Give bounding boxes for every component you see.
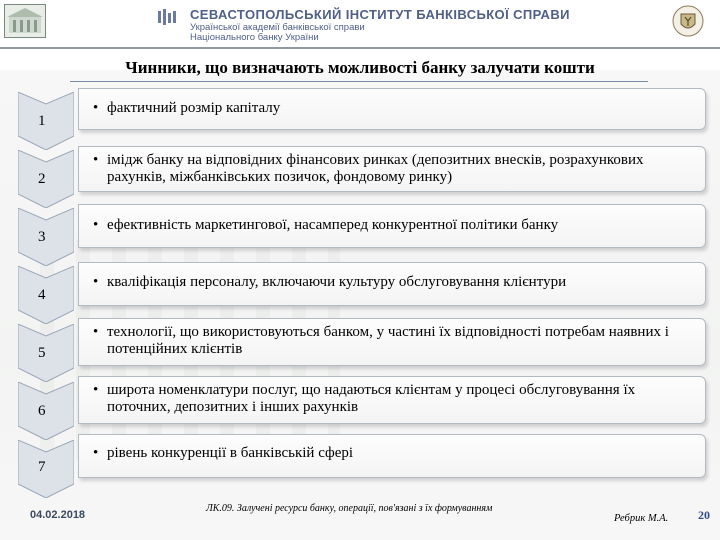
item-number-6: 6 — [38, 403, 46, 419]
header-divider — [0, 47, 720, 49]
title-underline — [70, 81, 648, 82]
item-box-3 — [78, 204, 706, 248]
header-subtitle-line-2: Національного банку України — [190, 32, 319, 43]
bullet: • — [93, 445, 99, 461]
chevron-marker-2 — [18, 150, 74, 208]
footer-lecture-title: ЛК.09. Залучені ресурси банку, операції, пов'язані з їх формуванням — [206, 503, 493, 514]
bullet: • — [93, 324, 99, 340]
item-text-3: ефективність маркетингової, насамперед конкурентної політики банку — [107, 217, 559, 233]
bullet: • — [93, 217, 99, 233]
item-text-7: рівень конкуренції в банківській сфері — [107, 445, 354, 461]
bullet: • — [93, 100, 99, 116]
bullet: • — [93, 382, 99, 398]
item-number-5: 5 — [38, 345, 46, 361]
chevron-marker-7 — [18, 440, 74, 498]
footer-date: 04.02.2018 — [30, 509, 86, 521]
item-box-1 — [78, 88, 706, 130]
chevron-marker-3 — [18, 208, 74, 266]
item-text-4: кваліфікація персоналу, включаючи культуру обслуговування клієнтури — [107, 274, 567, 290]
item-number-2: 2 — [38, 171, 46, 187]
item-text-1: фактичний розмір капіталу — [107, 100, 281, 116]
header — [0, 0, 720, 46]
chevron-marker-4 — [18, 266, 74, 324]
coat-of-arms-icon — [668, 4, 708, 38]
chevron-marker-6 — [18, 382, 74, 440]
item-number-7: 7 — [38, 459, 46, 475]
item-text-2: імідж банку на відповідних фінансових ринках (депозитних внесків, розрахункових рахунків, міжбанківських позичок, фондовому ринку) — [107, 152, 644, 185]
item-box-4 — [78, 262, 706, 306]
header-subtitle — [190, 23, 365, 43]
item-box-5 — [78, 318, 706, 366]
institute-mark-icon — [158, 9, 178, 25]
header-institute-name: СЕВАСТОПОЛЬСЬКИЙ ІНСТИТУТ БАНКІВСЬКОЇ СПРАВИ — [190, 7, 570, 22]
item-box-6 — [78, 376, 706, 424]
bullet: • — [93, 152, 99, 168]
chevron-marker-5 — [18, 324, 74, 382]
bullet: • — [93, 274, 99, 290]
item-text-6: широта номенклатури послуг, що надаються клієнтам у процесі обслуговування їх поточних, депозитних і інших рахунків — [107, 382, 636, 415]
page-number: 20 — [698, 508, 710, 522]
item-box-2 — [78, 146, 706, 192]
footer-author: Ребрик М.А. — [614, 513, 669, 524]
item-number-4: 4 — [38, 287, 46, 303]
item-text-5: технології, що використовуються банком, у частині їх відповідності потребам наявних і потенційних клієнтів — [107, 324, 669, 357]
header-subtitle-line-1: Української академії банківської справи — [190, 22, 365, 33]
slide-title: Чинники, що визначають можливості банку залучати кошти — [125, 58, 595, 77]
item-number-3: 3 — [38, 229, 46, 245]
item-number-1: 1 — [38, 113, 46, 129]
chevron-marker-1 — [18, 92, 74, 150]
building-logo-icon — [4, 4, 46, 38]
item-box-7 — [78, 434, 706, 478]
